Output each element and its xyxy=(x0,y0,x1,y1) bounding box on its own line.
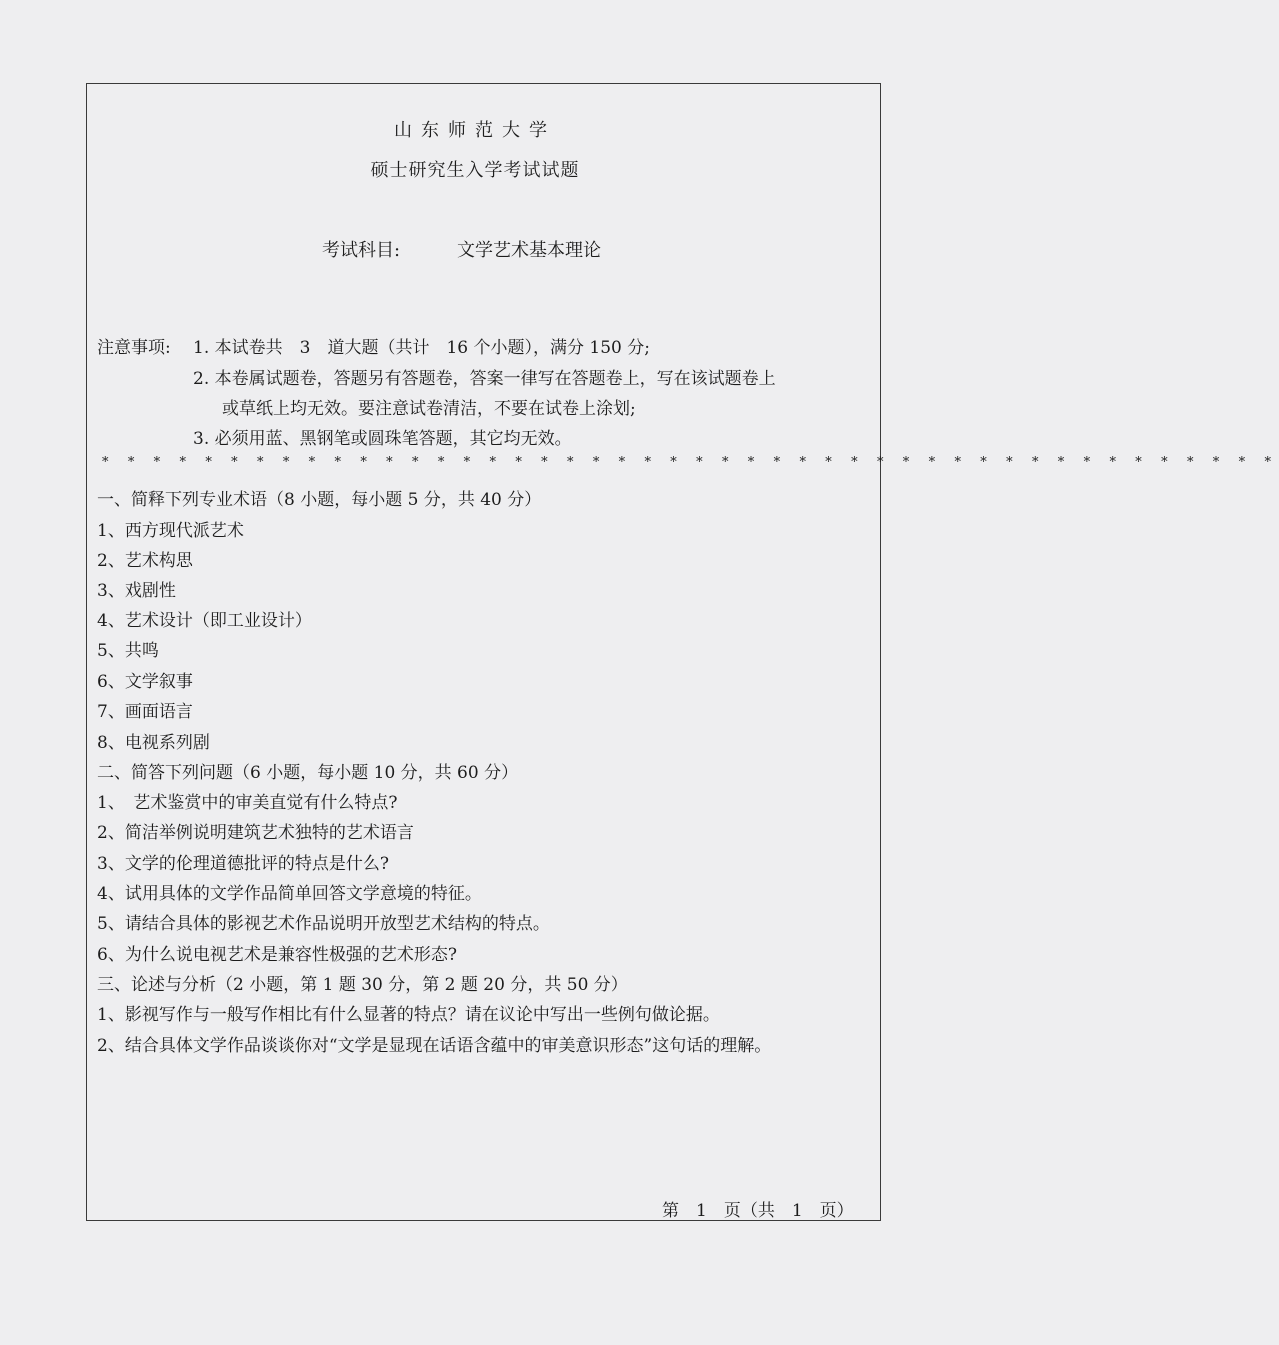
page-number: 第 1 页（共 1 页） xyxy=(662,1201,854,1221)
list-item: 5、请结合具体的影视艺术作品说明开放型艺术结构的特点。 xyxy=(97,914,550,934)
list-item: 1、影视写作与一般写作相比有什么显著的特点？请在议论中写出一些例句做论据。 xyxy=(97,1005,720,1025)
subject-value: 文学艺术基本理论 xyxy=(457,240,601,261)
list-item: 2、结合具体文学作品谈谈你对“文学是显现在话语含蕴中的审美意识形态”这句话的理解。 xyxy=(97,1036,772,1056)
note-line-1: 1. 本试卷共 3 道大题（共计 16 个小题），满分 150 分; xyxy=(193,338,650,358)
list-item: 8、电视系列剧 xyxy=(97,733,210,753)
exam-title: 硕士研究生入学考试试题 xyxy=(370,160,580,181)
section-1-heading: 一、简释下列专业术语（8 小题，每小题 5 分，共 40 分） xyxy=(97,490,542,510)
list-item: 4、艺术设计（即工业设计） xyxy=(97,611,312,631)
list-item: 3、文学的伦理道德批评的特点是什么? xyxy=(97,854,389,874)
list-item: 2、艺术构思 xyxy=(97,551,193,571)
list-item: 1、西方现代派艺术 xyxy=(97,521,244,541)
list-item: 6、文学叙事 xyxy=(97,672,193,692)
note-line-4: 3. 必须用蓝、黑钢笔或圆珠笔答题，其它均无效。 xyxy=(193,429,572,449)
note-line-2: 2. 本卷属试题卷，答题另有答题卷，答案一律写在答题卷上，写在该试题卷上 xyxy=(193,369,776,389)
section-2-heading: 二、简答下列问题（6 小题，每小题 10 分，共 60 分） xyxy=(97,763,519,783)
list-item: 7、画面语言 xyxy=(97,702,193,722)
list-item: 1、 艺术鉴赏中的审美直觉有什么特点? xyxy=(97,793,398,813)
list-item: 5、共鸣 xyxy=(97,641,159,661)
list-item: 6、为什么说电视艺术是兼容性极强的艺术形态? xyxy=(97,945,457,965)
notes-label: 注意事项: xyxy=(97,338,171,358)
list-item: 4、试用具体的文学作品简单回答文学意境的特征。 xyxy=(97,884,482,904)
note-line-3: 或草纸上均无效。要注意试卷清洁，不要在试卷上涂划; xyxy=(222,399,636,419)
list-item: 2、简洁举例说明建筑艺术独特的艺术语言 xyxy=(97,823,414,843)
subject-label: 考试科目: xyxy=(322,240,401,261)
list-item: 3、戏剧性 xyxy=(97,581,176,601)
separator-stars: * * * * * * * * * * * * * * * * * * * * * * * * * * * * * * * * * * * * * * * * * * * * * * xyxy=(102,455,1279,470)
university-name: 山东师范大学 xyxy=(394,120,556,141)
section-3-heading: 三、论述与分析（2 小题，第 1 题 30 分，第 2 题 20 分，共 50 分） xyxy=(97,975,628,995)
